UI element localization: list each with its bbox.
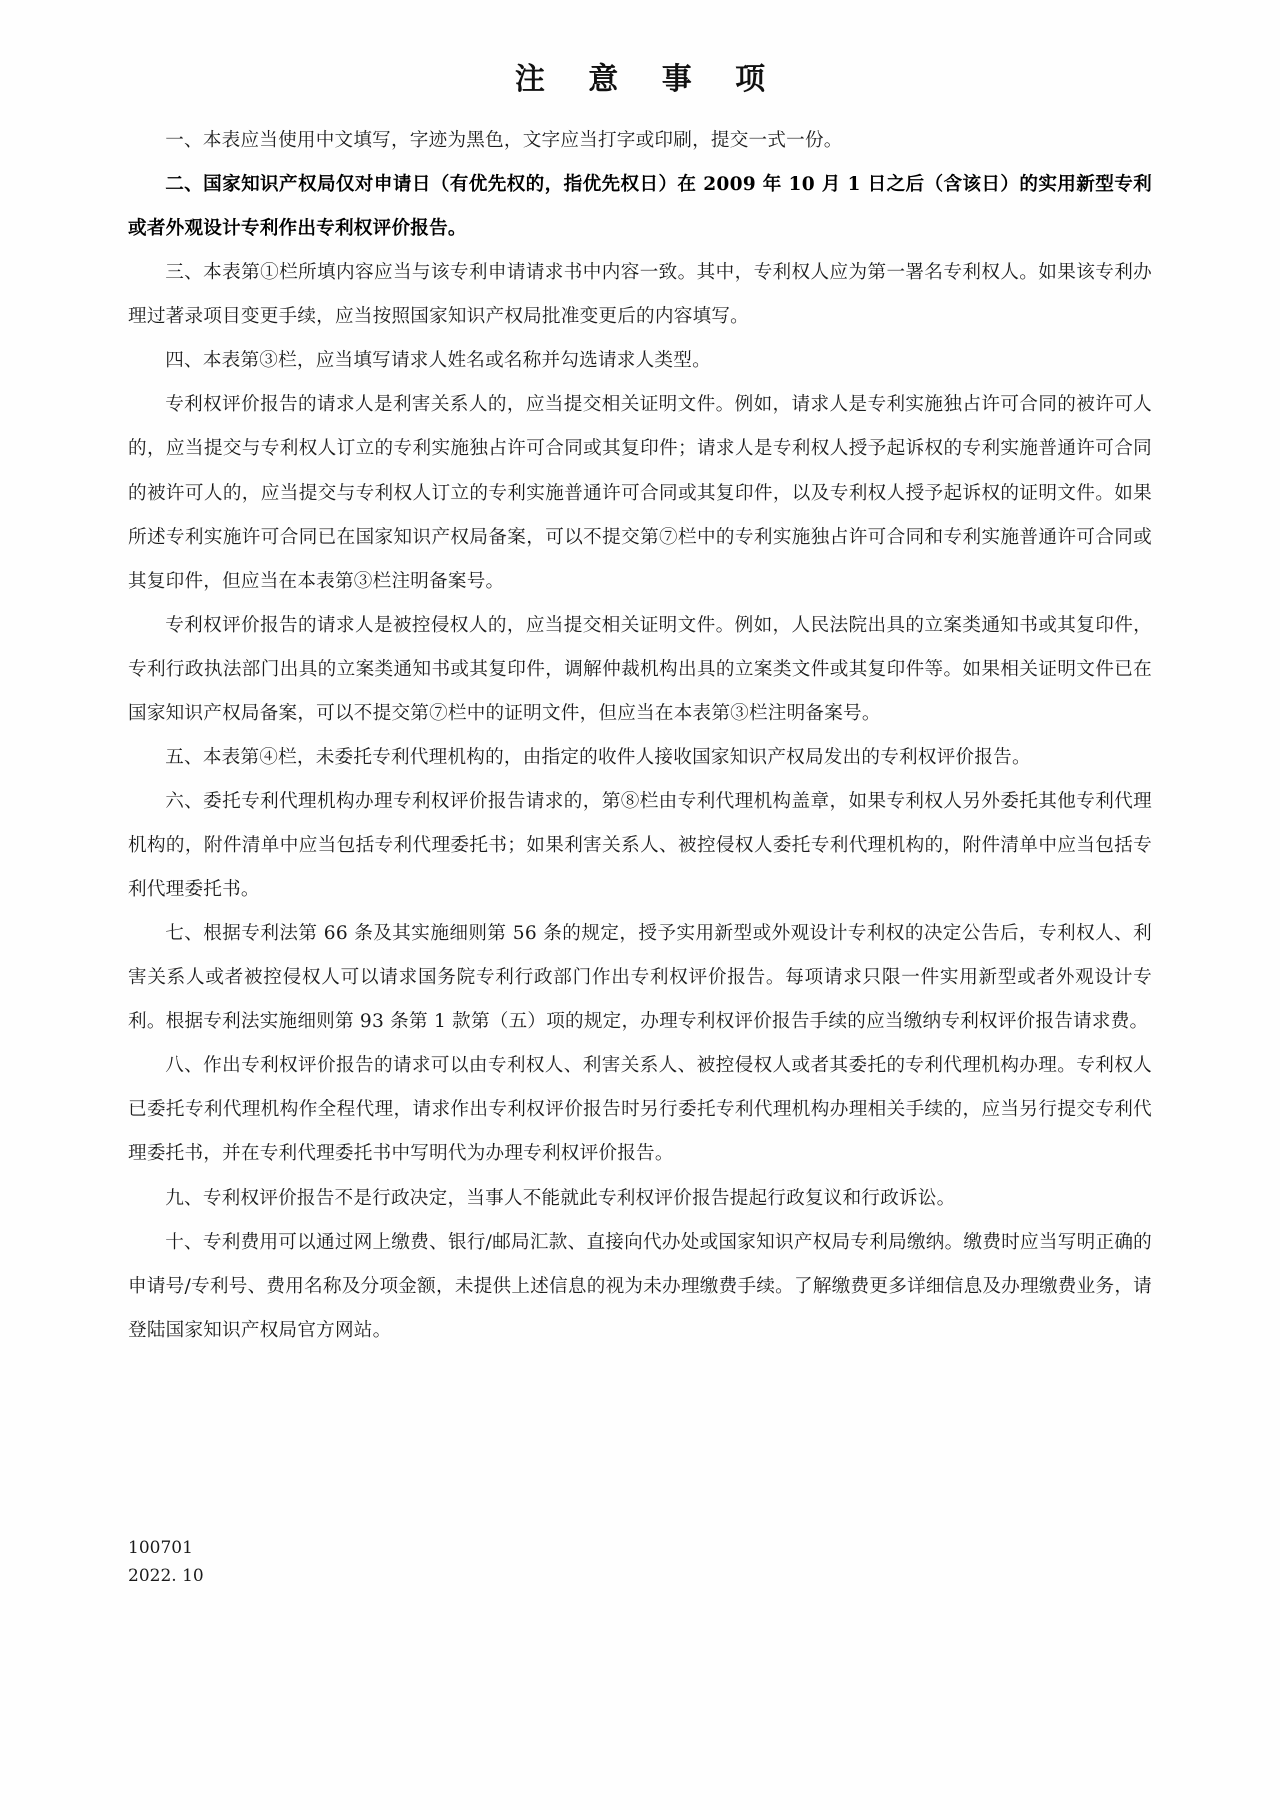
notice-item-3: 三、本表第①栏所填内容应当与该专利申请请求书中内容一致。其中，专利权人应为第一署名专利权人。如果该专利办理过著录项目变更手续，应当按照国家知识产权局批准变更后的内容填写。 [128,262,1152,328]
page-footer [128,1534,204,1590]
notice-item-10: 十、专利费用可以通过网上缴费、银行/邮局汇款、直接向代办处或国家知识产权局专利局缴纳。缴费时应当写明正确的申请号/专利号、费用名称及分项金额，未提供上述信息的视为未办理缴费手续。了解缴费更多详细信息及办理缴费业务，请登陆国家知识产权局官方网站。 [128,1231,1152,1341]
notice-item-6: 六、委托专利代理机构办理专利权评价报告请求的，第⑧栏由专利代理机构盖章，如果专利权人另外委托其他专利代理机构的，附件清单中应当包括专利代理委托书；如果利害关系人、被控侵权人委托专利代理机构的，附件清单中应当包括专利代理委托书。 [128,790,1152,901]
notice-item-4: 四、本表第③栏，应当填写请求人姓名或名称并勾选请求人类型。 [165,350,711,372]
notice-item-5: 五、本表第④栏，未委托专利代理机构的，由指定的收件人接收国家知识产权局发出的专利权评价报告。 [165,746,1031,768]
notice-item-9: 九、专利权评价报告不是行政决定，当事人不能就此专利权评价报告提起行政复议和行政诉讼。 [165,1187,956,1209]
notice-item-4-sub-2: 专利权评价报告的请求人是被控侵权人的，应当提交相关证明文件。例如，人民法院出具的立案类通知书或其复印件，专利行政执法部门出具的立案类通知书或其复印件，调解仲裁机构出具的立案类文件或其复印件等。如果相关证明文件已在国家知识产权局备案，可以不提交第⑦栏中的证明文件，但应当在本表第③栏注明备案号。 [128,614,1152,724]
notice-item-8: 八、作出专利权评价报告的请求可以由专利权人、利害关系人、被控侵权人或者其委托的专利代理机构办理。专利权人已委托专利代理机构作全程代理，请求作出专利权评价报告时另行委托专利代理机构办理相关手续的，应当另行提交专利代理委托书，并在专利代理委托书中写明代为办理专利权评价报告。 [128,1055,1152,1165]
form-version-date: 2022. 10 [128,1565,204,1586]
form-code: 100701 [128,1537,193,1558]
document-content [128,0,1152,1353]
page-title: 注 意 事 项 [514,62,782,97]
notice-item-7: 七、根据专利法第 66 条及其实施细则第 56 条的规定，授予实用新型或外观设计专利权的决定公告后，专利权人、利害关系人或者被控侵权人可以请求国务院专利行政部门作出专利权评价报告。每项请求只限一件实用新型或者外观设计专利。根据专利法实施细则第 93 条第 1 款第（五）项的规定，办理专利权评价报告手续的应当缴纳专利权评价报告请求费。 [128,923,1152,1033]
notice-item-2: 二、国家知识产权局仅对申请日（有优先权的，指优先权日）在 2009 年 10 月 1 日之后（含该日）的实用新型专利或者外观设计专利作出专利权评价报告。 [128,174,1152,240]
notice-item-4-sub-1: 专利权评价报告的请求人是利害关系人的，应当提交相关证明文件。例如，请求人是专利实施独占许可合同的被许可人的，应当提交与专利权人订立的专利实施独占许可合同或其复印件；请求人是专利权人授予起诉权的专利实施普通许可合同的被许可人的，应当提交与专利权人订立的专利实施普通许可合同或其复印件，以及专利权人授予起诉权的证明文件。如果所述专利实施许可合同已在国家知识产权局备案，可以不提交第⑦栏中的专利实施独占许可合同和专利实施普通许可合同或其复印件，但应当在本表第③栏注明备案号。 [128,394,1152,592]
notice-item-1: 一、本表应当使用中文填写，字迹为黑色，文字应当打字或印刷，提交一式一份。 [165,130,843,151]
